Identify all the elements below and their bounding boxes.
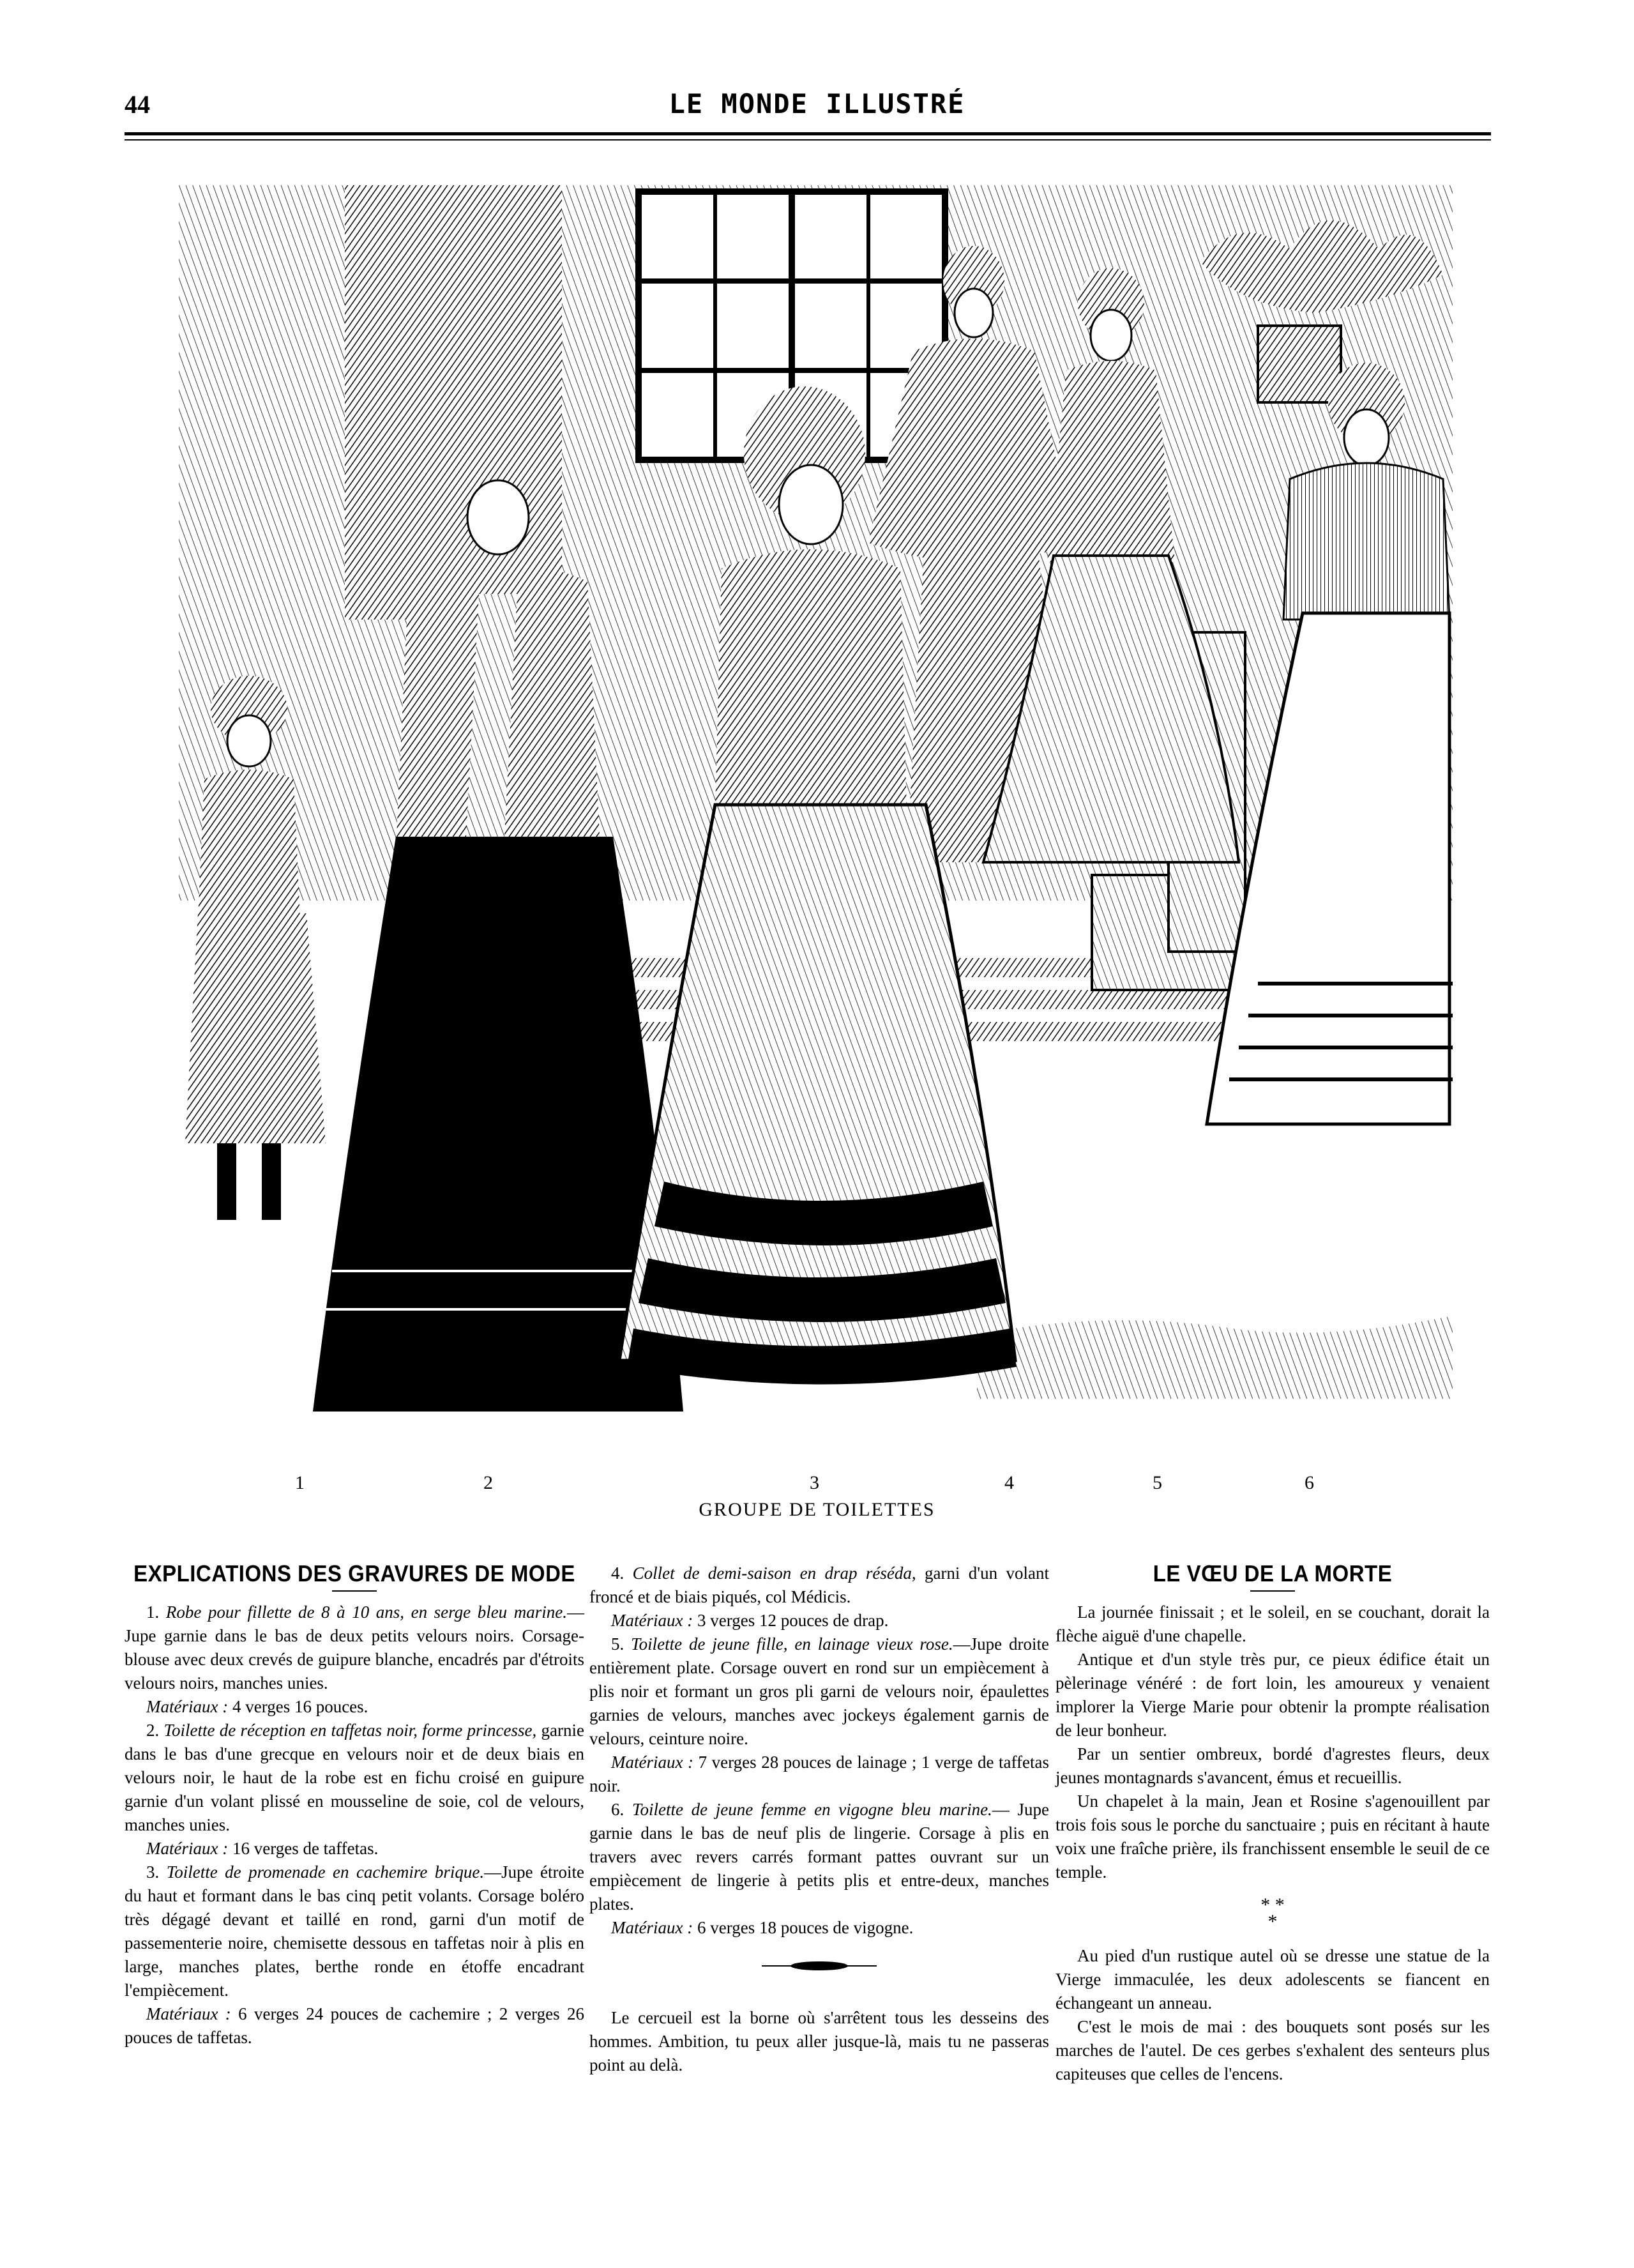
fashion-item-5-materials: Matériaux : 7 verges 28 pouces de lainage ; 1 verge de taffetas noir. bbox=[589, 1753, 1049, 1795]
column-2 bbox=[589, 1562, 1049, 2077]
ornament-divider bbox=[589, 1955, 1049, 1968]
fashion-item-4: 4. Collet de demi-saison en drap réséda, garni d'un volant froncé et de biais piqués, col Médicis. bbox=[589, 1564, 1049, 1606]
fashion-item-3: 3. Toilette de promenade en cachemire brique.—Jupe étroite du haut et formant dans le bas cinq petit volants. Corsage boléro très dégagé devant et taillé en rond, garni d'un motif de passementerie noire, chemisette dessous en taffetas noir à plis en large, manches plates, berthe ronde en étoffe encadrant l'empiècement. bbox=[125, 1862, 584, 2000]
story-paragraph: C'est le mois de mai : des bouquets sont posés sur les marches de l'autel. De ces gerbes s'exhalent des senteurs plus capiteuses que celles de l'encens. bbox=[1055, 2017, 1490, 2083]
page-number: 44 bbox=[125, 90, 150, 119]
fashion-item-6: 6. Toilette de jeune femme en vigogne bleu marine.— Jupe garnie dans le bas de neuf plis de lingerie. Corsage à plis en travers avec revers carrés formant pattes ouvrant sur un empiècement de lingerie à petits plis et entre-deux, manches plates. bbox=[589, 1800, 1049, 1914]
figure-number-1: 1 bbox=[295, 1472, 305, 1493]
illustration-caption: GROUPE DE TOILETTES bbox=[699, 1499, 935, 1520]
fashion-article-heading: EXPLICATIONS DES GRAVURES DE MODE bbox=[133, 1560, 575, 1587]
fashion-item-2: 2. Toilette de réception en taffetas noir, forme princesse, garnie dans le bas d'une grecque en velours noir et de deux biais en velours noir, le haut de la robe est en fichu croisé en guipure garnie d'un volant plissé en mousseline de soie, col de velours, manches unies. bbox=[125, 1721, 585, 1834]
heading-divider bbox=[332, 1590, 377, 1592]
fashion-item-5: 5. Toilette de jeune fille, en lainage vieux rose.—Jupe droite entièrement plate. Corsage ouvert en rond sur un empiècement à plis noir et formant un gros pli garni de velours noir, épaulettes garnies de velours, manches avec jockeys également garnis de velours, ceinture noire. bbox=[589, 1634, 1050, 1748]
story-paragraph: La journée finissait ; et le soleil, en se couchant, dorait la flèche aiguë d'une chapelle. bbox=[1055, 1602, 1490, 1645]
masthead-title: LE MONDE ILLUSTRÉ bbox=[669, 88, 965, 119]
story-paragraph: Au pied d'un rustique autel où se dresse une statue de la Vierge immaculée, les deux adolescents se fiancent en échangeant un anneau. bbox=[1055, 1946, 1490, 2013]
door-shadow bbox=[345, 185, 562, 620]
figure-number-6: 6 bbox=[1305, 1472, 1314, 1493]
column-1 bbox=[125, 1562, 584, 2050]
fashion-item-1-materials: Matériaux : 4 verges 16 pouces. bbox=[146, 1697, 368, 1716]
asterism-divider: * * * bbox=[1260, 1894, 1285, 1932]
fashion-item-1: 1. Robe pour fillette de 8 à 10 ans, en serge bleu marine.—Jupe garnie dans le bas de deux petits velours noirs. Corsage-blouse avec deux crevés de guipure blanche, encadrés par d'étroits velours noirs, manches unies. bbox=[125, 1602, 584, 1693]
fashion-item-3-materials: Matériaux : 6 verges 24 pouces de cachemire ; 2 verges 26 pouces de taffetas. bbox=[125, 2004, 584, 2047]
maxim-paragraph: Le cercueil est la borne où s'arrêtent tous les desseins des hommes. Ambition, tu peux aller jusque-là, mais tu ne passeras point au delà. bbox=[589, 2008, 1049, 2074]
fashion-item-4-materials: Matériaux : 3 verges 12 pouces de drap. bbox=[611, 1611, 889, 1630]
story-heading: LE VŒU DE LA MORTE bbox=[1153, 1560, 1393, 1587]
figure-number-2: 2 bbox=[483, 1472, 493, 1493]
header-rule-thin bbox=[125, 139, 1491, 141]
story-paragraph: Par un sentier ombreux, bordé d'agrestes fleurs, deux jeunes montagnards s'avancent, émus et recueillis. bbox=[1055, 1744, 1490, 1787]
story-paragraph: Antique et d'un style très pur, ce pieux édifice était un pèlerinage vénéré : de fort loin, les amoureux y venaient implorer la Vierge Marie pour obtenir la prompte réalisation de leur bonheur. bbox=[1055, 1650, 1490, 1740]
fashion-item-2-materials: Matériaux : 16 verges de taffetas. bbox=[146, 1839, 379, 1858]
fashion-item-6-materials: Matériaux : 6 verges 18 pouces de vigogne. bbox=[611, 1918, 914, 1937]
story-paragraph: Un chapelet à la main, Jean et Rosine s'agenouillent par trois fois sous le porche du sanctuaire ; puis en récitant à haute voix une fraîche prière, ils franchissent ensemble le seuil de ce temple. bbox=[1055, 1792, 1490, 1882]
figure-number-5: 5 bbox=[1153, 1472, 1162, 1493]
column-3 bbox=[1055, 1562, 1490, 2086]
heading-divider bbox=[1250, 1590, 1295, 1592]
figure-number-3: 3 bbox=[810, 1472, 819, 1493]
fashion-engraving bbox=[179, 185, 1453, 1456]
figure-number-4: 4 bbox=[1004, 1472, 1014, 1493]
header-rule-thick bbox=[125, 132, 1491, 135]
